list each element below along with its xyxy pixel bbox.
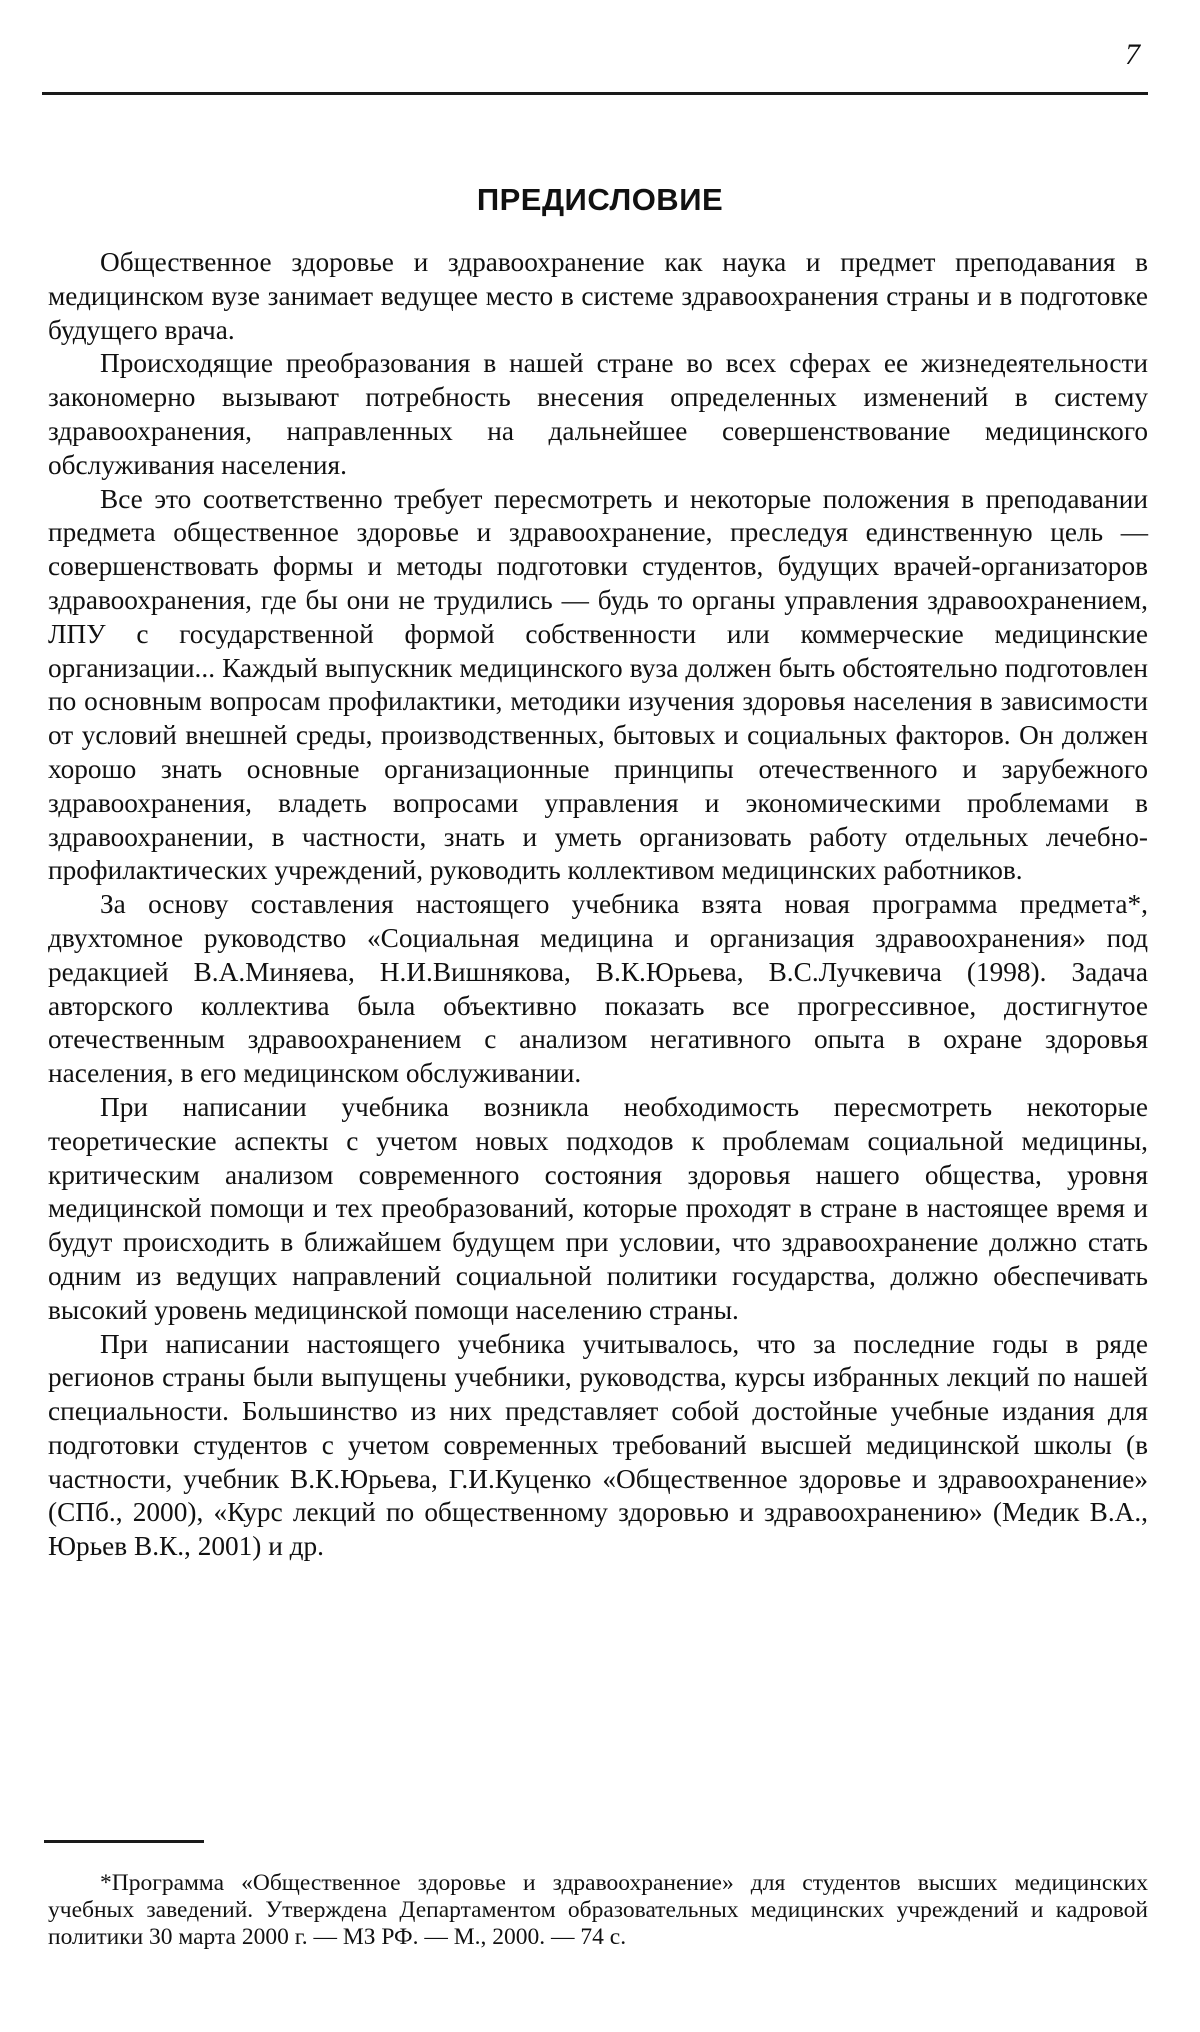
paragraph-1: Общественное здоровье и здравоохранение как наука и предмет преподавания в медицинском вузе занимает ведущее место в системе здравоохранения страны и в подготовке будущего врача.: [48, 247, 1148, 345]
footnote-text: *Программа «Общественное здоровье и здравоохранение» для студентов высших медицинских учебных заведений. Утверждена Департаментом образовательных медицинских учреждений и кадровой политики 30 марта 2000 г. — МЗ РФ. — М., 2000. — 74 с.: [48, 1870, 1148, 1950]
preface-body: [48, 246, 1148, 1564]
page-number: 7: [1125, 38, 1140, 71]
paragraph-2: Происходящие преобразования в нашей стране во всех сферах ее жизнедеятельности закономерно вызывают потребность внесения определенных изменений в систему здравоохранения, направленных на дальнейшее совершенствование медицинского обслуживания населения.: [48, 348, 1148, 480]
paragraph-5: При написании учебника возникла необходимость пересмотреть некоторые теоретические аспекты с учетом новых подходов к проблемам социальной медицины, критическим анализом современного состояния здоровья нашего общества, уровня медицинской помощи и тех преобразований, которые проходят в стране в настоящее время и будут происходить в ближайшем будущем при условии, что здравоохранение должно стать одним из ведущих направлений социальной политики государства, должно обеспечивать высокий уровень медицинской помощи населению страны.: [48, 1091, 1148, 1325]
footnote: [48, 1870, 1148, 1951]
paragraph-3: Все это соответственно требует пересмотреть и некоторые положения в преподавании предмета общественное здоровье и здравоохранение, преследуя единственную цель — совершенствовать формы и методы подготовки студентов, будущих врачей-организаторов здравоохранения, где бы они не трудились — будь то органы управления здравоохранением, ЛПУ с государственной формой собственности или коммерческие медицинские организации... Каждый выпускник медицинского вуза должен быть обстоятельно подготовлен по основным вопросам профилактики, методики изучения здоровья населения в зависимости от условий внешней среды, производственных, бытовых и социальных факторов. Он должен хорошо знать основные организационные принципы отечественного и зарубежного здравоохранения, владеть вопросами управления и экономическими проблемами в здравоохранении, в частности, знать и уметь организовать работу отдельных лечебно-профилактических учреждений, руководить коллективом медицинских работников.: [48, 483, 1148, 886]
section-title: ПРЕДИСЛОВИЕ: [476, 182, 724, 217]
footnote-rule: [44, 1840, 204, 1843]
paragraph-4: За основу составления настоящего учебника взята новая программа предмета*, двухтомное руководство «Социальная медицина и организация здравоохранения» под редакцией В.А.Миняева, Н.И.Вишнякова, В.К.Юрьева, В.С.Лучкевича (1998). Задача авторского коллектива была объективно показать все прогрессивное, достигнутое отечественным здравоохранением с анализом негативного опыта в охране здоровья населения, в его медицинском обслуживании.: [48, 889, 1148, 1089]
paragraph-6: При написании настоящего учебника учитывалось, что за последние годы в ряде регионов страны были выпущены учебники, руководства, курсы избранных лекций по нашей специальности. Большинство из них представляет собой достойные учебные издания для подготовки студентов с учетом современных требований высшей медицинской школы (в частности, учебник В.К.Юрьева, Г.И.Куценко «Общественное здоровье и здравоохранение» (СПб., 2000), «Курс лекций по общественному здоровью и здравоохранению» (Медик В.А., Юрьев В.К., 2001) и др.: [48, 1328, 1148, 1562]
header-rule: [42, 92, 1148, 95]
